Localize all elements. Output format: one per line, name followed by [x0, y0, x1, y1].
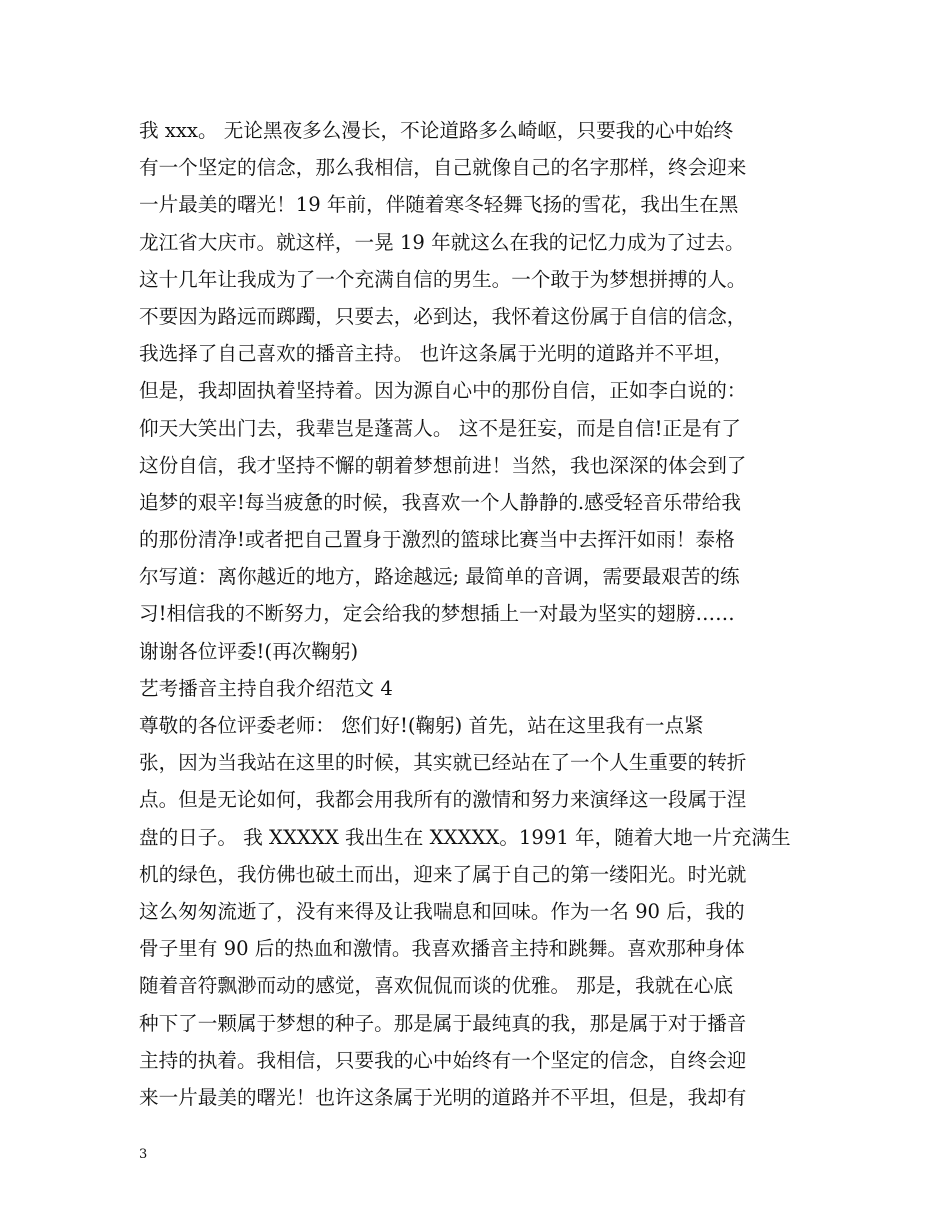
page-number: 3 — [139, 1147, 148, 1162]
text-line: 这十几年让我成为了一个充满自信的男生。一个敢于为梦想拼搏的人。 — [139, 267, 747, 291]
text-line: 我 xxx。 无论黑夜多么漫长，不论道路多么崎岖，只要我的心中始终 — [139, 119, 734, 142]
text-line: 不要因为路远而踯躅，只要去，必到达，我怀着这份属于自信的信念， — [139, 304, 747, 328]
text-line: 习!相信我的不断努力，定会给我的梦想插上一对最为坚实的翅膀…… — [139, 602, 735, 626]
text-line: 这份自信，我才坚持不懈的朝着梦想前进！当然，我也深深的体会到了 — [139, 453, 747, 477]
text-line: 谢谢各位评委!(再次鞠躬) — [139, 639, 359, 663]
text-line: 主持的执着。我相信，只要我的心中始终有一个坚定的信念，自终会迎 — [139, 1048, 747, 1072]
text-line: 我选择了自己喜欢的播音主持。 也许这条属于光明的道路并不平坦， — [139, 342, 734, 366]
text-line: 追梦的艰辛!每当疲惫的时候，我喜欢一个人静静的.感受轻音乐带给我 — [139, 490, 741, 514]
text-line: 点。但是无论如何，我都会用我所有的激情和努力来演绎这一段属于涅 — [139, 788, 747, 812]
text-line: 随着音符飘渺而动的感觉，喜欢侃侃而谈的优雅。 那是，我就在心底 — [139, 974, 734, 998]
text-line: 有一个坚定的信念，那么我相信，自己就像自己的名字那样，终会迎来 — [139, 156, 747, 180]
text-line: 骨子里有 90 后的热血和激情。我喜欢播音主持和跳舞。喜欢那种身体 — [139, 937, 745, 961]
text-line: 机的绿色，我仿佛也破土而出，迎来了属于自己的第一缕阳光。时光就 — [139, 862, 747, 886]
text-line: 龙江省大庆市。就这样，一晃 19 年就这么在我的记忆力成为了过去。 — [139, 230, 745, 254]
text-line: 尊敬的各位评委老师： 您们好!(鞠躬) 首先，站在这里我有一点紧 — [139, 714, 704, 737]
text-line: 尔写道：离你越近的地方，路途越远; 最简单的音调，需要最艰苦的练 — [139, 565, 740, 589]
body-text — [139, 112, 819, 1116]
text-line: 一片最美的曙光！19 年前，伴随着寒冬轻舞飞扬的雪花，我出生在黑 — [139, 193, 739, 217]
text-line: 但是，我却固执着坚持着。因为源自心中的那份自信，正如李白说的： — [139, 379, 747, 403]
text-line: 盘的日子。 我 XXXXX 我出生在 XXXXX。1991 年，随着大地一片充满生 — [139, 825, 791, 849]
section-heading: 艺考播音主持自我介绍范文 4 — [139, 676, 393, 700]
text-line: 张，因为当我站在这里的时候，其实就已经站在了一个人生重要的转折 — [139, 751, 747, 775]
text-line: 仰天大笑出门去，我辈岂是蓬蒿人。 这不是狂妄，而是自信!正是有了 — [139, 416, 741, 440]
text-line: 这么匆匆流逝了，没有来得及让我喘息和回味。作为一名 90 后，我的 — [139, 899, 745, 923]
text-line: 的那份清净!或者把自己置身于激烈的篮球比赛当中去挥汗如雨！泰格 — [139, 528, 735, 552]
text-line: 来一片最美的曙光！也许这条属于光明的道路并不平坦，但是，我却有 — [139, 1085, 747, 1109]
text-line: 种下了一颗属于梦想的种子。那是属于最纯真的我，那是属于对于播音 — [139, 1011, 747, 1035]
